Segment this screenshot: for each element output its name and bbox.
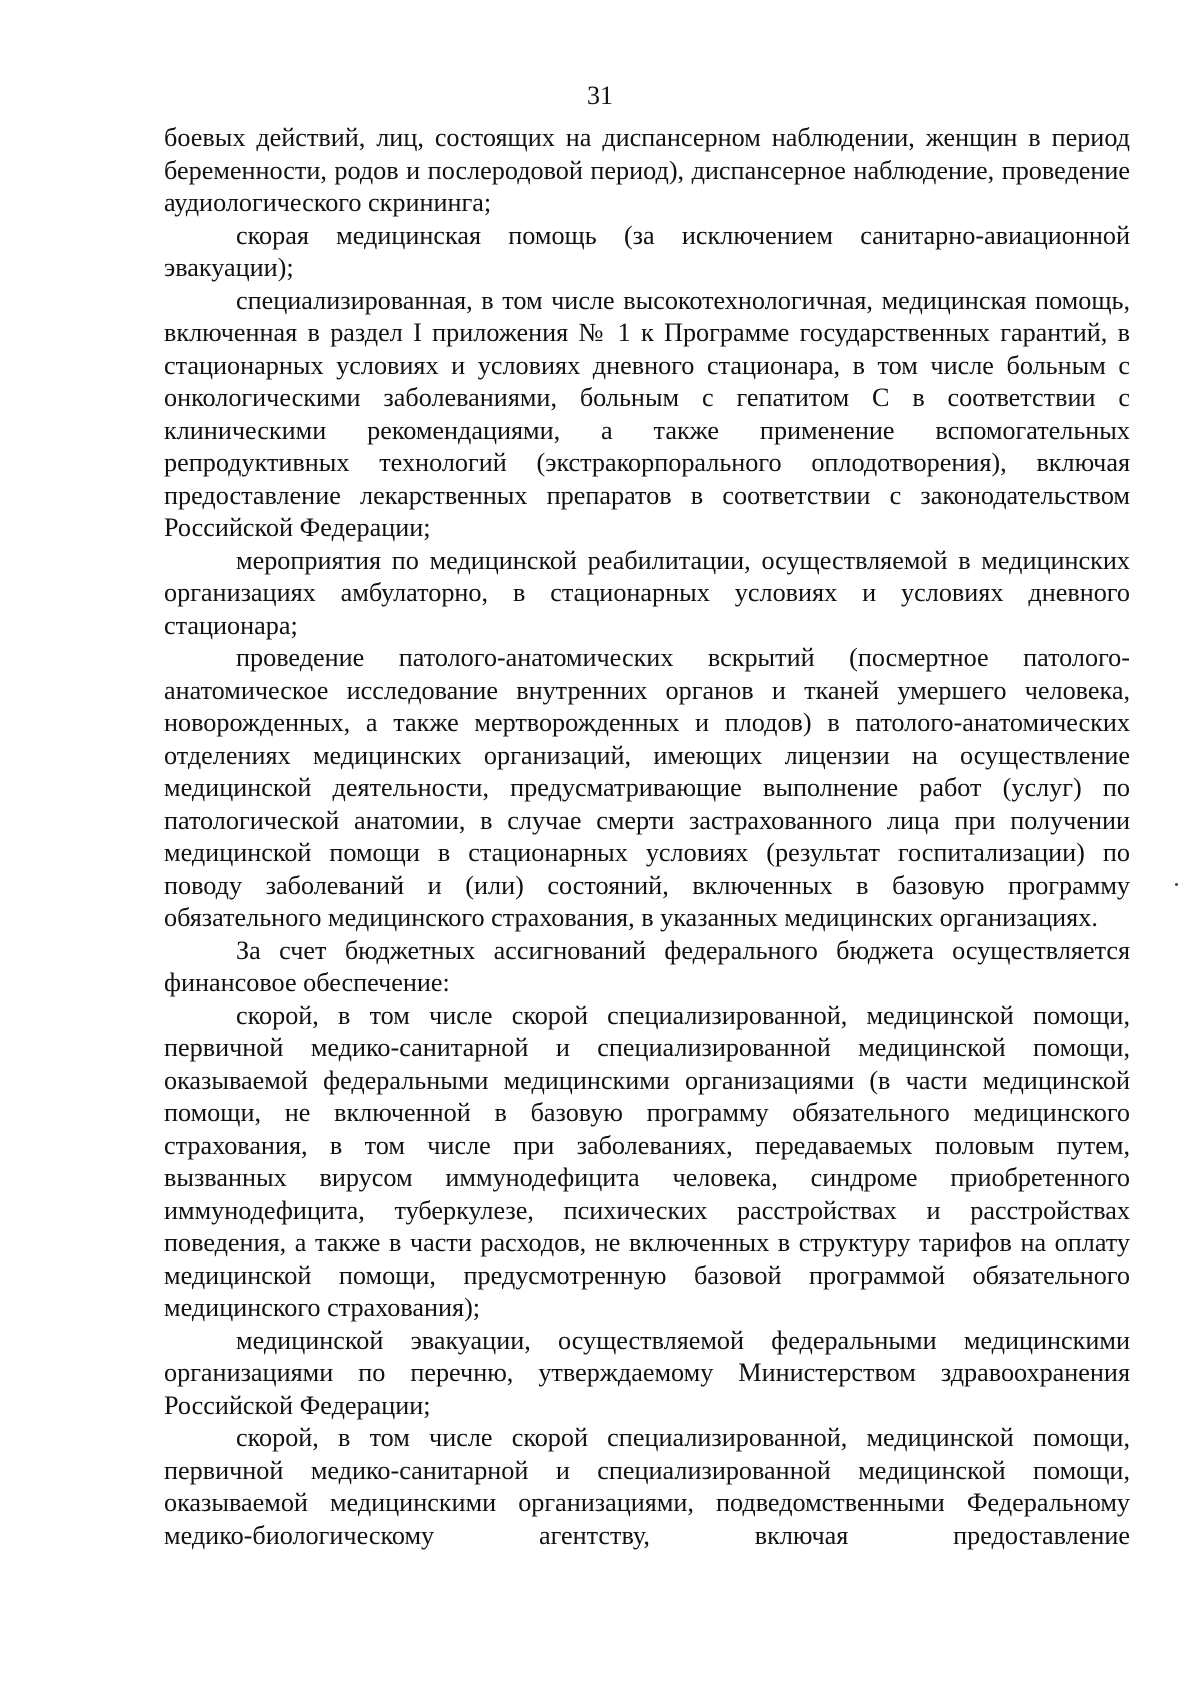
paragraph-federal-organizations: скорой, в том числе скорой специализированной, медицинской помощи, первичной медико-санитарной и специализированной медицинской помощи, оказываемой федеральными медицинскими организациями (в части медицинской помощи, не включенной в базовую программу обязательного медицинского страхования, в том числе при заболеваниях, передаваемых половым путем, вызванных вирусом иммунодефицита человека, синдроме приобретенного иммунодефицита, туберкулезе, психических расстройствах и расстройствах поведения, а также в части расходов, не включенных в структуру тарифов на оплату медицинской помощи, предусмотренную базовой программой обязательного медицинского страхования); [164, 1000, 1130, 1322]
paragraph-autopsies: проведение патолого-анатомических вскрытий (посмертное патолого-анатомическое исследование внутренних органов и тканей умершего человека, новорожденных, а также мертворожденных и плодов) в патолого-анатомических отделениях медицинских организаций, имеющих лицензии на осуществление медицинской деятельности, предусматривающие выполнение работ (услуг) по патологической анатомии, в случае смерти застрахованного лица при получении медицинской помощи в стационарных условиях (результат госпитализации) по поводу заболеваний и (или) состояний, включенных в базовую программу обязательного медицинского страхования, в указанных медицинских организациях. [164, 643, 1130, 932]
document-body [164, 122, 1130, 1552]
page-number: 31 [587, 81, 613, 110]
paragraph-fmba-organizations: скорой, в том числе скорой специализированной, медицинской помощи, первичной медико-санитарной и специализированной медицинской помощи, оказываемой медицинскими организациями, подведомственными Федеральному медико-биологическому агентству, включая предоставление [164, 1423, 1130, 1550]
paragraph-federal-budget: За счет бюджетных ассигнований федерального бюджета осуществляется финансовое обеспечение: [164, 935, 1130, 997]
scan-speck [1175, 883, 1178, 886]
paragraph-ambulance-care: скорая медицинская помощь (за исключением санитарно-авиационной эвакуации); [164, 220, 1130, 282]
paragraph-continuation: боевых действий, лиц, состоящих на диспансерном наблюдении, женщин в период беременности, родов и послеродовой период), диспансерное наблюдение, проведение аудиологического скрининга; [164, 123, 1130, 217]
paragraph-rehabilitation: мероприятия по медицинской реабилитации, осуществляемой в медицинских организациях амбулаторно, в стационарных условиях и условиях дневного стационара; [164, 545, 1130, 640]
paragraph-specialized-care: специализированная, в том числе высокотехнологичная, медицинская помощь, включенная в раздел I приложения № 1 к Программе государственных гарантий, в стационарных условиях и условиях дневного стационара, в том числе больным с онкологическими заболеваниями, больным с гепатитом С в соответствии с клиническими рекомендациями, а также применение вспомогательных репродуктивных технологий (экстракорпорального оплодотворения), включая предоставление лекарственных препаратов в соответствии с законодательством Российской Федерации; [164, 285, 1130, 542]
paragraph-medical-evacuation: медицинской эвакуации, осуществляемой федеральными медицинскими организациями по перечню, утверждаемому Министерством здравоохранения Российской Федерации; [164, 1325, 1130, 1420]
